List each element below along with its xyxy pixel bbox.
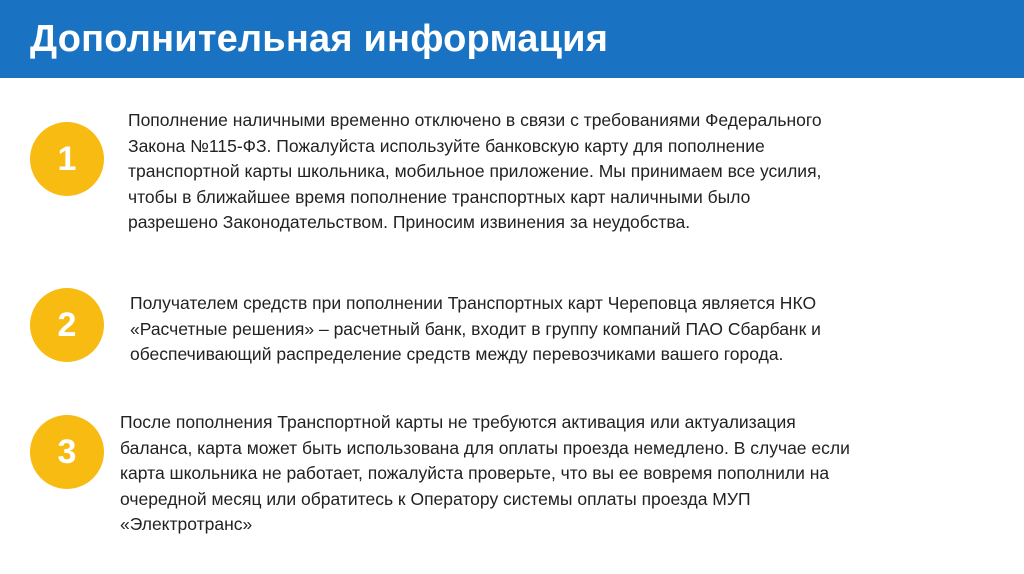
info-text-3: После пополнения Транспортной карты не требуются активация или актуализация баланса, карта может быть использована для оплаты проезда немедлено. В случае если карта школьника не работает, пожалуйста проверьте, что вы ее вовремя пополнили на очередной месяц или обратитесь к Оператору системы оплаты проезда МУП «Электротранс» (120, 412, 850, 534)
header-bar (0, 0, 1024, 78)
number-badge-2: 2 (30, 288, 104, 362)
info-text-2: Получателем средств при пополнении Транспортных карт Череповца является НКО «Расчетные решения» – расчетный банк, входит в группу компаний ПАО Сбарбанк и обеспечивающий распределение средств между перевозчиками вашего города. (130, 293, 821, 364)
info-text-1: Пополнение наличными временно отключено в связи с требованиями Федерального Закона №115-ФЗ. Пожалуйста используйте банковскую карту для пополнение транспортной карты школьника, мобильное приложение. Мы принимаем все усилия, чтобы в ближайшее время пополнение транспортных карт наличными было разрешено Законодательством. Приносим извинения за неудобства. (128, 110, 822, 232)
number-badge-1: 1 (30, 122, 104, 196)
page-title: Дополнительная информация (30, 18, 609, 60)
number-badge-3: 3 (30, 415, 104, 489)
